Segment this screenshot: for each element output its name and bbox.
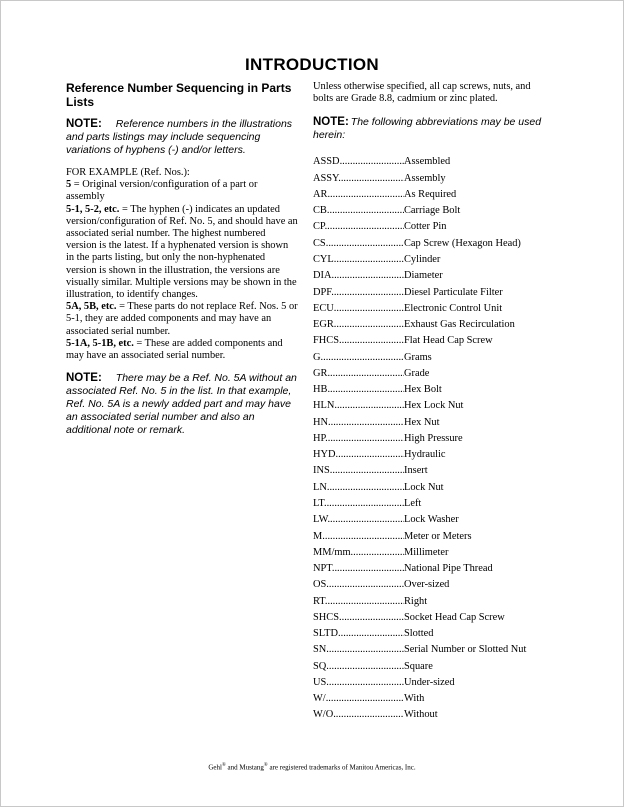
note-label: NOTE: bbox=[66, 372, 102, 385]
abbreviation-list bbox=[313, 156, 551, 725]
abbreviation-row bbox=[313, 547, 551, 563]
abbreviation-value: Assembly bbox=[404, 172, 446, 184]
abbreviation-row bbox=[313, 287, 551, 303]
example-item bbox=[66, 301, 298, 338]
note-reference-numbers bbox=[66, 118, 298, 157]
abbreviation-key: SHCS ..... bbox=[313, 612, 404, 623]
note-text: There may be a Ref. No. 5A without an associated Ref. No. 5 in the list. In that example, Ref. No. 5A is a newly added part and may have an associated serial number and also an additional note or remark. bbox=[66, 372, 297, 437]
abbreviation-row bbox=[313, 677, 551, 693]
abbreviation-row bbox=[313, 368, 551, 384]
abbreviation-value: Meter or Meters bbox=[404, 530, 472, 542]
abbreviation-value: Lock Nut bbox=[404, 481, 444, 493]
note-text: The following abbreviations may be used herein: bbox=[313, 116, 542, 142]
abbreviation-key: HB ..... bbox=[313, 384, 404, 395]
abbreviation-key: ASSY ..... bbox=[313, 173, 404, 184]
example-term: 5 bbox=[66, 179, 72, 191]
abbreviation-key: W/ ..... bbox=[313, 693, 404, 704]
abbreviation-value: Under-sized bbox=[404, 676, 455, 688]
note-label: NOTE: bbox=[313, 116, 349, 129]
abbreviation-value: Lock Washer bbox=[404, 514, 459, 526]
abbreviation-value: Slotted bbox=[404, 628, 434, 640]
abbreviation-key: ASSD ..... bbox=[313, 156, 404, 167]
abbreviation-key: HYD ..... bbox=[313, 449, 404, 460]
abbreviation-value: Cap Screw (Hexagon Head) bbox=[404, 237, 521, 249]
example-item bbox=[66, 204, 298, 302]
abbreviation-row bbox=[313, 254, 551, 270]
abbreviation-row bbox=[313, 628, 551, 644]
abbreviation-value: Cylinder bbox=[404, 254, 441, 265]
example-text: = These parts do not replace Ref. Nos. 5 or 5-1, they are added components and may have an associated serial number. bbox=[66, 301, 298, 337]
abbreviation-row bbox=[313, 189, 551, 205]
note-ref-5a bbox=[66, 372, 298, 437]
example-intro: FOR EXAMPLE (Ref. Nos.): bbox=[66, 167, 190, 178]
abbreviation-value: As Required bbox=[404, 188, 457, 200]
example-text: = Original version/configuration of a part or assembly bbox=[66, 179, 258, 203]
abbreviation-key: LT ..... bbox=[313, 498, 404, 509]
abbreviation-key: MM/mm ..... bbox=[313, 547, 404, 558]
abbreviation-key: LN ..... bbox=[313, 482, 404, 493]
footer-gehl: Gehl bbox=[208, 763, 222, 772]
abbreviation-value: Serial Number or Slotted Nut bbox=[404, 644, 527, 656]
example-text: = These are added components and may have an associated serial number. bbox=[66, 337, 283, 362]
abbreviation-value: Left bbox=[404, 497, 422, 509]
abbreviation-key: RT ..... bbox=[313, 596, 404, 607]
abbreviation-row bbox=[313, 205, 551, 221]
registered-mark: ® bbox=[263, 763, 268, 768]
abbreviation-row bbox=[313, 579, 551, 595]
abbreviation-value: Assembled bbox=[404, 156, 451, 168]
left-column bbox=[66, 81, 298, 447]
abbreviation-row bbox=[313, 596, 551, 612]
abbreviation-key: US ..... bbox=[313, 677, 404, 688]
example-item bbox=[66, 338, 298, 362]
trademark-footer bbox=[0, 763, 624, 771]
abbreviation-key: INS ..... bbox=[313, 465, 404, 476]
example-term: 5A, 5B, etc. bbox=[66, 301, 117, 313]
abbreviation-key: AR ..... bbox=[313, 189, 404, 200]
abbreviation-value: Right bbox=[404, 595, 428, 607]
abbreviation-key: FHCS ..... bbox=[313, 335, 404, 346]
abbreviation-key: CYL ..... bbox=[313, 254, 404, 265]
abbreviation-row bbox=[313, 417, 551, 433]
abbreviation-key: GR ..... bbox=[313, 368, 404, 379]
abbreviation-key: LW ..... bbox=[313, 514, 404, 525]
abbreviation-row bbox=[313, 531, 551, 547]
abbreviation-key: SN ..... bbox=[313, 644, 404, 655]
abbreviation-value: Hydraulic bbox=[404, 449, 446, 461]
abbreviation-row bbox=[313, 156, 551, 172]
abbreviation-row bbox=[313, 433, 551, 449]
abbreviation-value: Carriage Bolt bbox=[404, 205, 461, 217]
abbreviation-row bbox=[313, 335, 551, 351]
abbreviation-value: Insert bbox=[404, 465, 428, 477]
abbreviation-value: Hex Lock Nut bbox=[404, 400, 464, 412]
abbreviation-value: Square bbox=[404, 660, 433, 672]
abbreviation-row bbox=[313, 449, 551, 465]
abbreviation-value: National Pipe Thread bbox=[404, 563, 493, 575]
abbreviation-row bbox=[313, 498, 551, 514]
note-abbreviations bbox=[313, 116, 551, 142]
abbreviation-value: Cotter Pin bbox=[404, 221, 447, 233]
abbreviation-key: ECU ..... bbox=[313, 303, 404, 314]
abbreviation-row bbox=[313, 693, 551, 709]
abbreviation-value: Hex Bolt bbox=[404, 384, 442, 396]
example-term: 5-1A, 5-1B, etc. bbox=[66, 337, 134, 349]
example-term: 5-1, 5-2, etc. bbox=[66, 203, 120, 215]
abbreviation-key: G ..... bbox=[313, 352, 404, 363]
abbreviation-row bbox=[313, 303, 551, 319]
abbreviation-row bbox=[313, 319, 551, 335]
abbreviation-row bbox=[313, 612, 551, 628]
abbreviation-row bbox=[313, 173, 551, 189]
abbreviation-row bbox=[313, 709, 551, 725]
abbreviation-value: Grams bbox=[404, 351, 432, 363]
abbreviation-value: Flat Head Cap Screw bbox=[404, 335, 493, 347]
abbreviation-value: Millimeter bbox=[404, 546, 449, 558]
abbreviation-key: EGR ..... bbox=[313, 319, 404, 330]
abbreviation-row bbox=[313, 563, 551, 579]
abbreviation-key: M ..... bbox=[313, 531, 404, 542]
hardware-spec-text: Unless otherwise specified, all cap screws, nuts, and bolts are Grade 8.8, cadmium or zinc plated. bbox=[313, 81, 531, 105]
abbreviation-key: NPT ..... bbox=[313, 563, 404, 574]
abbreviation-row bbox=[313, 400, 551, 416]
abbreviation-row bbox=[313, 644, 551, 660]
abbreviation-value: Grade bbox=[404, 367, 430, 379]
abbreviation-key: CP ..... bbox=[313, 221, 404, 232]
abbreviation-key: HLN ..... bbox=[313, 400, 404, 411]
page-title: INTRODUCTION bbox=[245, 55, 379, 74]
example-block bbox=[66, 167, 298, 362]
abbreviation-row bbox=[313, 221, 551, 237]
abbreviation-key: CS ..... bbox=[313, 238, 404, 249]
abbreviation-row bbox=[313, 661, 551, 677]
abbreviation-row bbox=[313, 352, 551, 368]
abbreviation-key: W/O ..... bbox=[313, 709, 404, 720]
abbreviation-row bbox=[313, 238, 551, 254]
footer-and: and bbox=[225, 763, 240, 772]
abbreviation-value: Exhaust Gas Recirculation bbox=[404, 319, 515, 331]
example-item bbox=[66, 179, 298, 203]
note-text: Reference numbers in the illustrations and parts listings may include sequencing variations of hyphens (-) and/or letters. bbox=[66, 118, 293, 156]
section-heading: Reference Number Sequencing in Parts Lists bbox=[66, 81, 292, 109]
abbreviation-row bbox=[313, 465, 551, 481]
footer-text: are registered trademarks of Manitou Americas, Inc. bbox=[267, 763, 416, 772]
abbreviation-value: Diesel Particulate Filter bbox=[404, 286, 503, 298]
abbreviation-row bbox=[313, 384, 551, 400]
abbreviation-row bbox=[313, 514, 551, 530]
abbreviation-value: Socket Head Cap Screw bbox=[404, 611, 505, 623]
registered-mark: ® bbox=[221, 763, 226, 768]
footer-mustang: Mustang bbox=[239, 763, 264, 772]
abbreviation-value: Diameter bbox=[404, 270, 443, 282]
abbreviation-key: DPF ..... bbox=[313, 287, 404, 298]
abbreviation-row bbox=[313, 482, 551, 498]
abbreviation-key: DIA ..... bbox=[313, 270, 404, 281]
abbreviation-key: HP ..... bbox=[313, 433, 404, 444]
note-label: NOTE: bbox=[66, 118, 102, 130]
abbreviation-key: CB ..... bbox=[313, 205, 404, 216]
right-column bbox=[313, 81, 551, 726]
abbreviation-key: HN ..... bbox=[313, 417, 404, 428]
abbreviation-value: High Pressure bbox=[404, 432, 463, 444]
abbreviation-key: SQ ..... bbox=[313, 661, 404, 672]
abbreviation-value: Hex Nut bbox=[404, 416, 440, 428]
abbreviation-key: SLTD ..... bbox=[313, 628, 404, 639]
abbreviation-value: Without bbox=[404, 709, 438, 721]
abbreviation-row bbox=[313, 270, 551, 286]
abbreviation-value: With bbox=[404, 693, 425, 705]
abbreviation-value: Over-sized bbox=[404, 579, 450, 591]
abbreviation-value: Electronic Control Unit bbox=[404, 302, 503, 314]
example-text: = The hyphen (-) indicates an updated version/configuration of Ref. No. 5, and should have an associated serial number. The highest numbered version is the latest. If a hyphenated version is shown in the parts listing, but only the non-hyphenated version is shown in the illustration, the versions are visually similar. Multiple versions may be shown in the illustration, to identify changes. bbox=[66, 203, 298, 301]
abbreviation-key: OS ..... bbox=[313, 579, 404, 590]
